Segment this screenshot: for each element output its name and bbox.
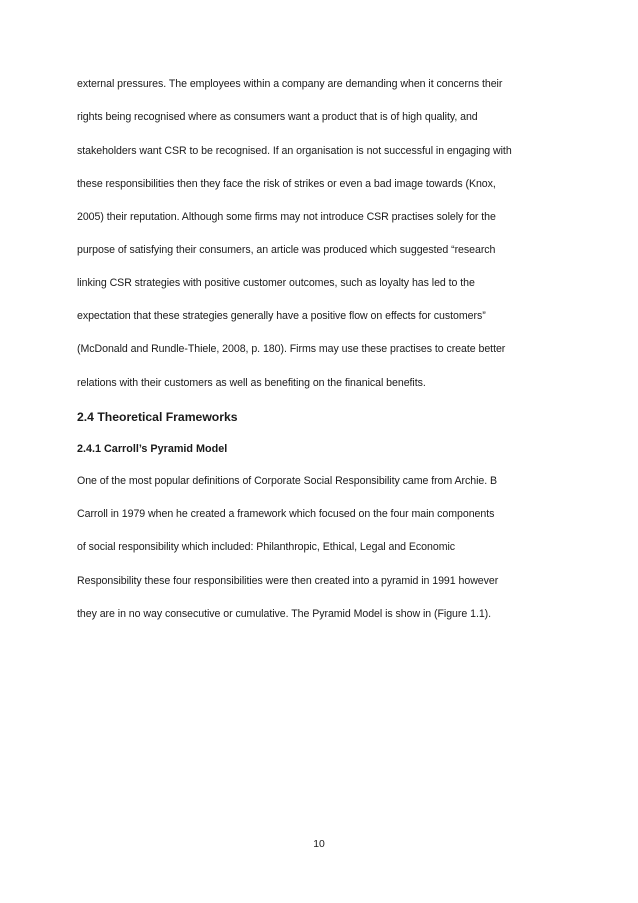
subsection-heading: 2.4.1 Carroll’s Pyramid Model [77, 443, 228, 455]
section-heading: 2.4 Theoretical Frameworks [77, 410, 238, 424]
paragraph-1-line: external pressures. The employees within a company are demanding when it concerns their [77, 78, 503, 90]
paragraph-2-line: of social responsibility which included: Philanthropic, Ethical, Legal and Economic [77, 541, 456, 553]
paragraph-2-line: Responsibility these four responsibilities were then created into a pyramid in 1991 however [77, 575, 499, 587]
paragraph-2-line: they are in no way consecutive or cumulative. The Pyramid Model is show in (Figure 1.1). [77, 608, 492, 620]
paragraph-1-line: linking CSR strategies with positive customer outcomes, such as loyalty has led to the [77, 277, 475, 289]
paragraph-1-line: relations with their customers as well as benefiting on the finanical benefits. [77, 377, 426, 389]
paragraph-1-line: these responsibilities then they face the risk of strikes or even a bad image towards (Knox, [77, 178, 496, 190]
paragraph-2-line: Carroll in 1979 when he created a framework which focused on the four main components [77, 508, 495, 520]
paragraph-1-line: purpose of satisfying their consumers, an article was produced which suggested “research [77, 244, 496, 256]
paragraph-1-line: rights being recognised where as consumers want a product that is of high quality, and [77, 111, 478, 123]
paragraph-1-line: expectation that these strategies generally have a positive flow on effects for customers” [77, 310, 486, 322]
page-number: 10 [313, 839, 325, 850]
paragraph-1-line: (McDonald and Rundle-Thiele, 2008, p. 180). Firms may use these practises to create better [77, 343, 506, 355]
paragraph-2-line: One of the most popular definitions of Corporate Social Responsibility came from Archie. B [77, 475, 498, 487]
paragraph-1-line: 2005) their reputation. Although some firms may not introduce CSR practises solely for the [77, 211, 496, 223]
paragraph-1-line: stakeholders want CSR to be recognised. If an organisation is not successful in engaging with [77, 145, 512, 157]
